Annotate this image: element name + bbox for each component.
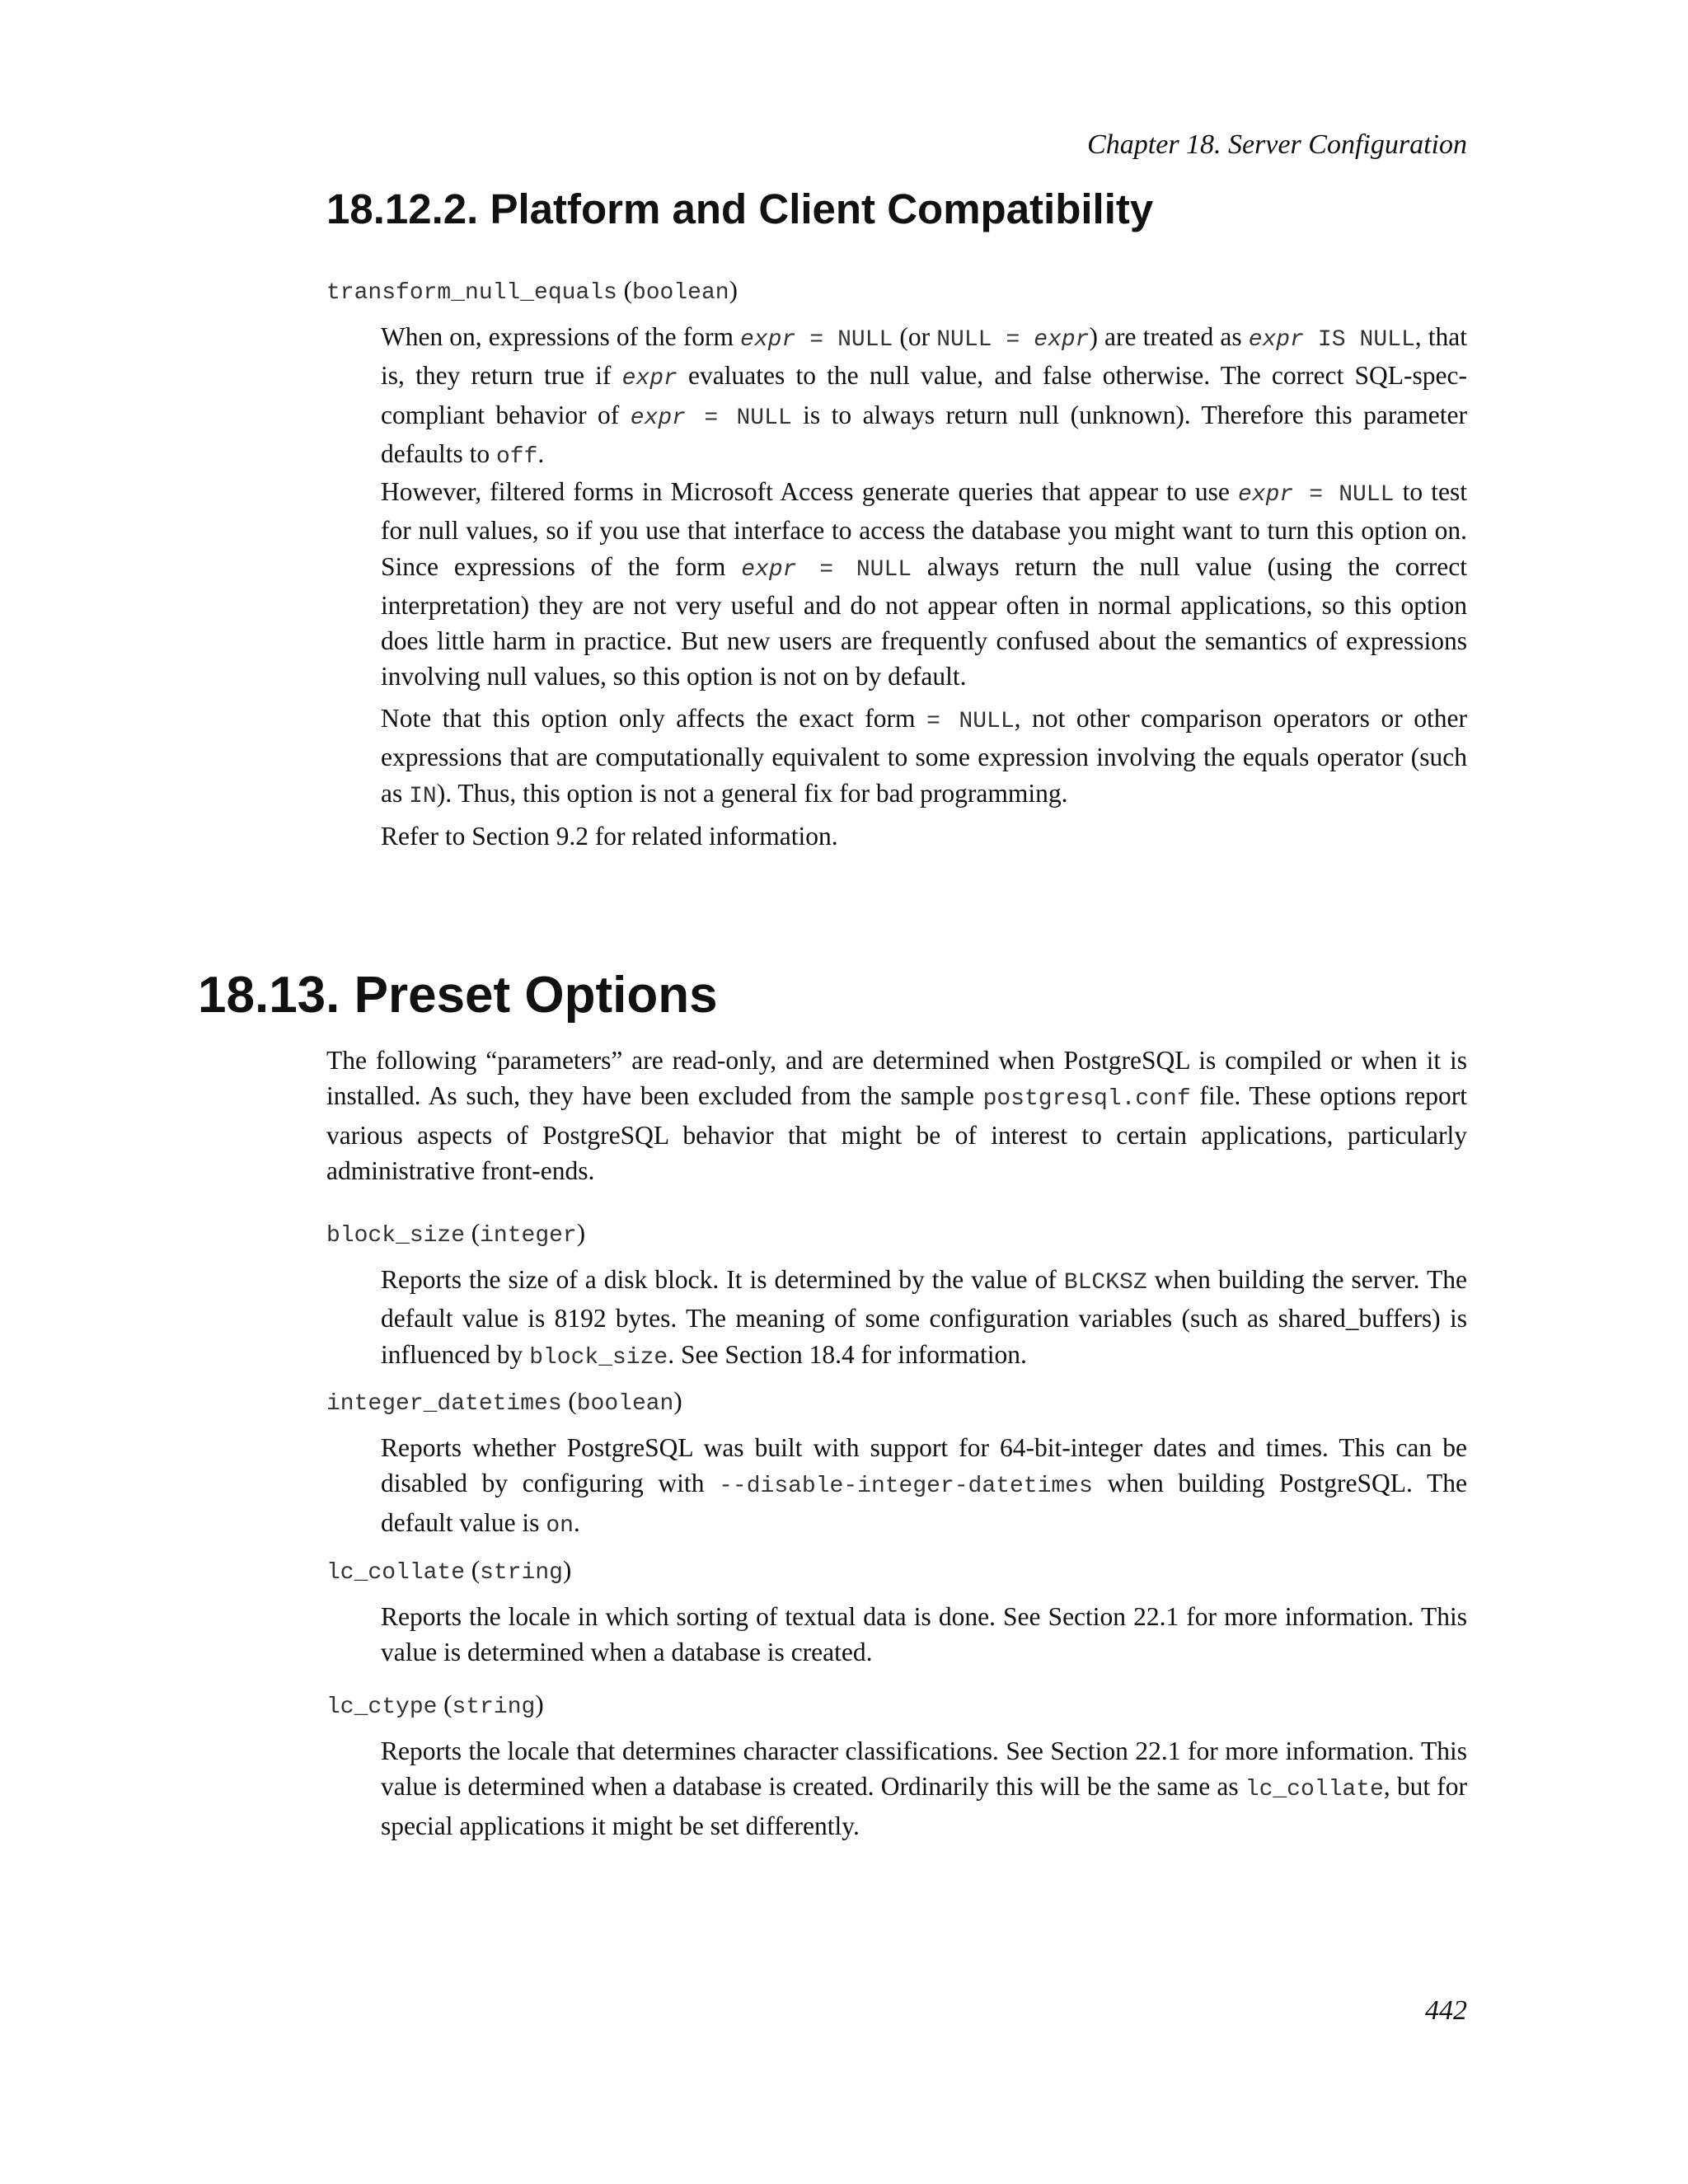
param-type: boolean [631,280,729,306]
param-name: block_size [326,1223,466,1249]
code-run: expr [740,327,796,353]
code-run: off [495,443,538,470]
code-run: NULL = [936,327,1034,353]
param-type: integer [480,1223,577,1249]
code-run: expr [621,366,678,392]
text-run: Reports the size of a disk block. It is determined by the value of [381,1265,1064,1294]
param-term-lc-ctype: lc_ctype (string) [326,1690,544,1720]
lc-ctype-description [381,1733,1467,1844]
code-run: IN [409,783,437,809]
transform-null-equals-paragraph-1 [381,319,1467,475]
section-heading-18-13: 18.13. Preset Options [198,967,718,1024]
text-run: ). Thus, this option is not a general fix for bad programming. [436,778,1068,808]
transform-null-equals-paragraph-2 [381,474,1467,695]
code-run: expr [630,405,686,431]
text-run: Reports whether PostgreSQL was built with support for 64-bit-integer dates and times. This can be disabled by configuring with [381,1433,1467,1498]
param-name: integer_datetimes [326,1391,562,1417]
code-run: --disable-integer-datetimes [719,1474,1093,1500]
text-run: Reports the locale that determines character classifications. See Section 22.1 for more information. This value is determined when a database is created. Ordinarily this will be the same as [381,1736,1467,1802]
page-number: 442 [1425,1995,1467,2026]
text-run: when building the server. The default value is 8192 bytes. The meaning of some configuration variables (such as shared_buffers) is influenced by [381,1265,1467,1369]
running-header: Chapter 18. Server Configuration [1087,129,1467,160]
text-run: , but for special applications it might be set differently. [381,1772,1467,1840]
code-run: = NULL [795,327,893,353]
text-run: ) are treated as [1089,322,1249,351]
lc-collate-description: Reports the locale in which sorting of textual data is done. See Section 22.1 for more information. This value is determined when a database is created. [381,1602,1467,1667]
text-run: The following “parameters” are read-only, and are determined when PostgreSQL is compiled or when it is installed. As such, they have been excluded from the sample [326,1046,1467,1111]
transform-null-equals-paragraph-3 [381,701,1467,814]
code-run: expr [1237,482,1294,508]
param-term-transform-null-equals: transform_null_equals (boolean) [326,275,738,306]
text-run: . [537,438,545,468]
param-type: boolean [576,1391,674,1417]
code-run: = NULL [926,709,1015,734]
code-run: = NULL [685,405,792,431]
code-run: BLCKSZ [1063,1270,1147,1296]
param-term-block-size: block_size (integer) [326,1218,586,1249]
text-run: Note that this option only affects the exact form [381,704,927,733]
param-type: string [452,1694,536,1720]
param-name: transform_null_equals [326,280,617,306]
text-run: However, filtered forms in Microsoft Access generate queries that appear to use [381,477,1238,506]
section-heading-18-12-2: 18.12.2. Platform and Client Compatibility [326,185,1154,232]
param-term-integer-datetimes: integer_datetimes (boolean) [326,1386,682,1417]
text-run: . [573,1507,580,1537]
preset-options-intro [326,1043,1467,1188]
code-run: expr [1034,327,1090,353]
code-run: block_size [529,1344,668,1371]
code-run: expr [741,556,797,583]
text-run: (or [893,322,937,351]
code-run: lc_collate [1245,1777,1384,1803]
text-run: evaluates to the null value, and false otherwise. The correct SQL-spec-compliant behavior of [381,361,1467,429]
text-run: , that is, they return true if [381,322,1467,391]
code-run: = NULL [796,556,912,583]
text-run: . See Section 18.4 for information. [668,1339,1027,1369]
integer-datetimes-description [381,1430,1467,1544]
block-size-description [381,1262,1467,1376]
param-name: lc_collate [326,1560,466,1586]
text-run: When on, expressions of the form [381,322,741,351]
text-run: when building PostgreSQL. The default value is [381,1469,1467,1537]
text-run: always return the null value (using the correct interpretation) they are not very useful and do not appear often in normal applications, so this option does little harm in practice. But new users are frequently confused about the semantics of expressions involving null values, so this option is not on by default. [381,551,1468,691]
code-run: expr [1248,327,1304,353]
param-term-lc-collate: lc_collate (string) [326,1555,572,1586]
transform-null-equals-paragraph-4: Refer to Section 9.2 for related information. [381,822,838,851]
text-run: , not other comparison operators or other expressions that are computationally equivalent to some expression involving the equals operator (such as [381,704,1467,808]
text-run: to test for null values, so if you use that interface to access the database you might want to turn this option on. Since expressions of the form [381,477,1467,581]
param-name: lc_ctype [326,1694,438,1720]
text-run: is to always return null (unknown). Therefore this parameter defaults to [381,400,1468,468]
code-run: IS NULL [1303,327,1415,353]
code-run: postgresql.conf [982,1086,1191,1113]
text-run: file. These options report various aspects of PostgreSQL behavior that might be of interest to certain applications, particularly administrative front-ends. [326,1081,1468,1185]
param-type: string [480,1560,563,1586]
code-run: = NULL [1293,482,1395,508]
code-run: on [546,1512,574,1539]
